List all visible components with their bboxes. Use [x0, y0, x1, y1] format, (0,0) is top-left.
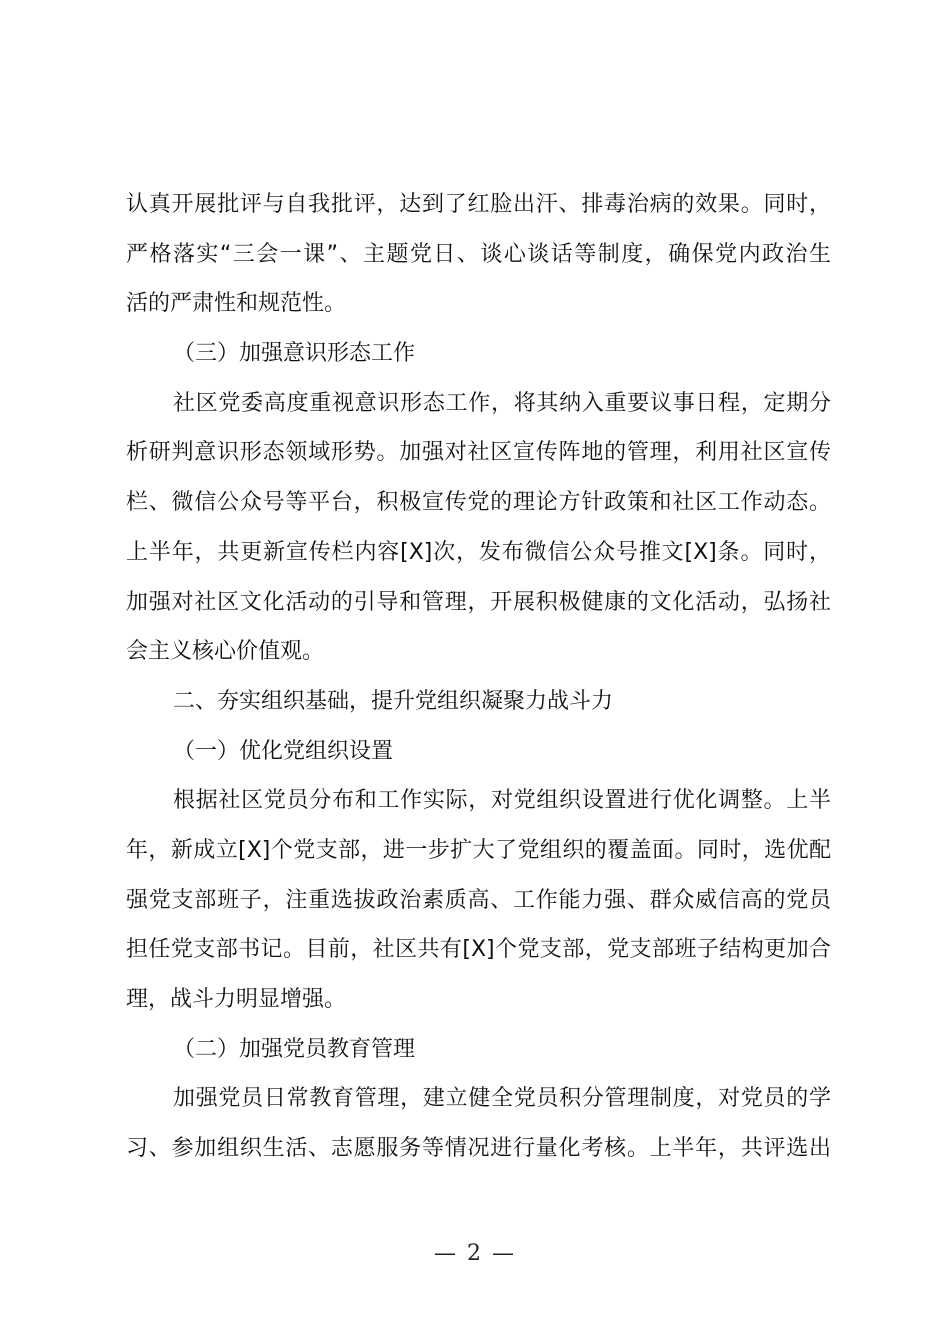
section-heading: （一）优化党组织设置	[173, 739, 394, 764]
paragraph-line: 栏、微信公众号等平台，积极宣传党的理论方针政策和社区工作动态。	[126, 490, 831, 515]
paragraph-line: 严格落实“三会一课”、主题党日、谈心谈话等制度，确保党内政治生	[126, 242, 831, 267]
paragraph-line: 活的严肃性和规范性。	[126, 291, 347, 316]
paragraph-line: 认真开展批评与自我批评，达到了红脸出汗、排毒治病的效果。同时，	[126, 192, 831, 217]
paragraph-line: 上半年，共更新宣传栏内容[X]次，发布微信公众号推文[X]条。同时，	[126, 540, 831, 565]
section-heading: （三）加强意识形态工作	[173, 341, 416, 366]
paragraph-line: 会主义核心价值观。	[126, 639, 325, 664]
paragraph-line: 强党支部班子，注重选拔政治素质高、工作能力强、群众威信高的党员	[126, 888, 831, 913]
paragraph-line: 年，新成立[X]个党支部，进一步扩大了党组织的覆盖面。同时，选优配	[126, 838, 831, 863]
paragraph-line: 习、参加组织生活、志愿服务等情况进行量化考核。上半年，共评选出	[126, 1136, 831, 1161]
paragraph-line: 理，战斗力明显增强。	[126, 987, 347, 1012]
paragraph-line: 社区党委高度重视意识形态工作，将其纳入重要议事日程，定期分	[173, 391, 831, 416]
paragraph-line: 根据社区党员分布和工作实际，对党组织设置进行优化调整。上半	[173, 788, 831, 813]
section-heading: （二）加强党员教育管理	[173, 1037, 416, 1062]
paragraph-line: 加强党员日常教育管理，建立健全党员积分管理制度，对党员的学	[173, 1086, 831, 1111]
paragraph-line: 担任党支部书记。目前，社区共有[X]个党支部，党支部班子结构更加合	[126, 937, 831, 962]
page-number: — 2 —	[434, 1241, 516, 1266]
paragraph-line: 析研判意识形态领域形势。加强对社区宣传阵地的管理，利用社区宣传	[126, 440, 831, 465]
paragraph-line: 加强对社区文化活动的引导和管理，开展积极健康的文化活动，弘扬社	[126, 590, 831, 615]
chapter-heading: 二、夯实组织基础，提升党组织凝聚力战斗力	[173, 689, 614, 714]
